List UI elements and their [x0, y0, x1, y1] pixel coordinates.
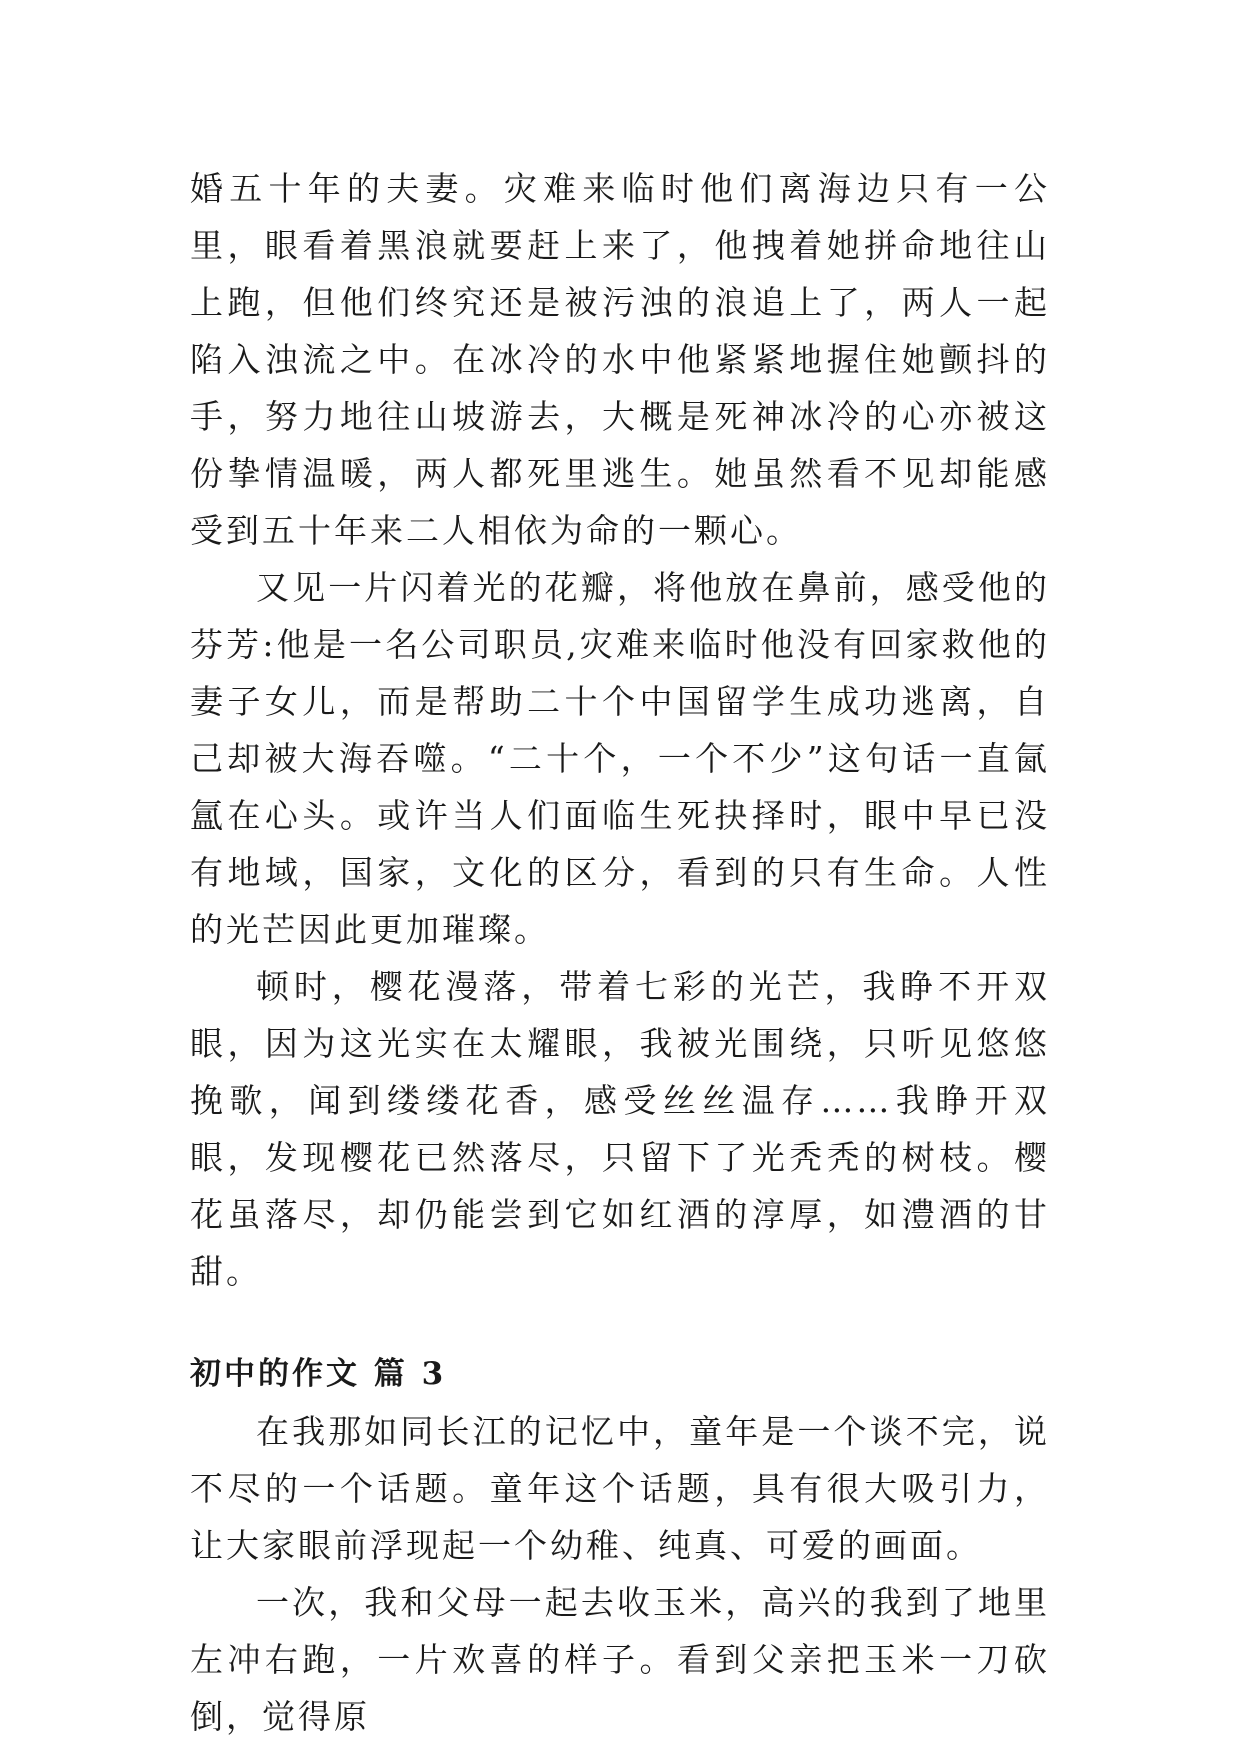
paragraph-childhood-memory: 在我那如同长江的记忆中，童年是一个谈不完，说不尽的一个话题。童年这个话题，具有很大吸引力，让大家眼前浮现起一个幼稚、纯真、可爱的画面。: [190, 1412, 1050, 1565]
paragraph-cherry-blossom: 顿时，樱花漫落，带着七彩的光芒，我睁不开双眼，因为这光实在太耀眼，我被光围绕，只听见悠悠挽歌，闻到缕缕花香，感受丝丝温存……我睁开双眼，发现樱花已然落尽，只留下了光秃秃的树枝。樱花虽落尽，却仍能尝到它如红酒的淳厚，如澧酒的甘甜。: [190, 967, 1050, 1291]
paragraph-flower-petal: 又见一片闪着光的花瓣，将他放在鼻前，感受他的芬芳:他是一名公司职员,灾难来临时他没有回家救他的妻子女儿，而是帮助二十个中国留学生成功逃离，自己却被大海吞噬。“二十个，一个不少”这句话一直氤氲在心头。或许当人们面临生死抉择时，眼中早已没有地域，国家，文化的区分，看到的只有生命。人性的光芒因此更加璀璨。: [190, 568, 1050, 949]
paragraph-harvest-corn: 一次，我和父母一起去收玉米，高兴的我到了地里左冲右跑，一片欢喜的样子。看到父亲把玉米一刀砍倒，觉得原: [190, 1583, 1050, 1736]
paragraph-continued: 婚五十年的夫妻。灾难来临时他们离海边只有一公里，眼看着黑浪就要赶上来了，他拽着她拼命地往山上跑，但他们终究还是被污浊的浪追上了，两人一起陷入浊流之中。在冰冷的水中他紧紧地握住她颤抖的手，努力地往山坡游去，大概是死神冰冷的心亦被这份挚情温暖，两人都死里逃生。她虽然看不见却能感受到五十年来二人相依为命的一颗心。: [190, 169, 1050, 550]
document-body: [190, 160, 1050, 1745]
section-heading: 初中的作文 篇 3: [190, 1356, 447, 1392]
